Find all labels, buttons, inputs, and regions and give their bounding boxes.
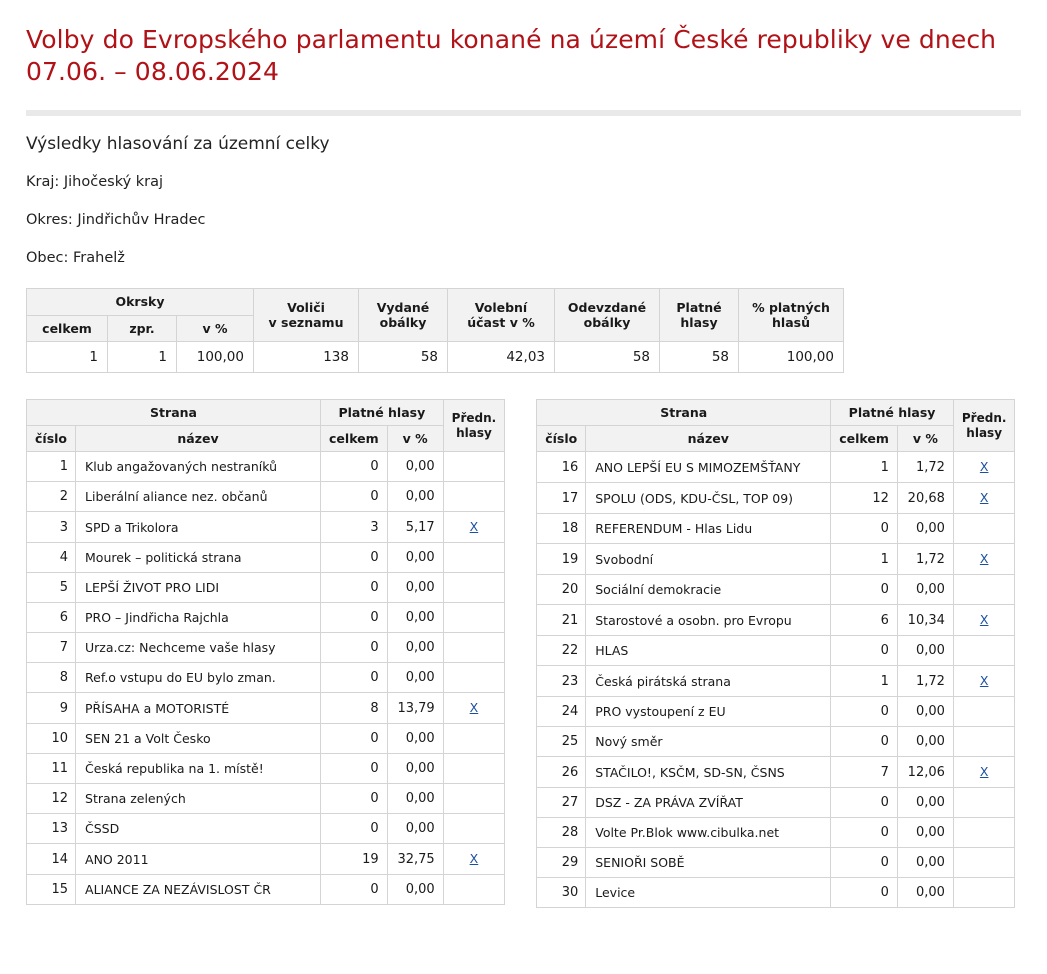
table-row [537, 666, 1015, 697]
table-row [27, 724, 505, 754]
party-preferential-cell [443, 512, 505, 543]
table-row [537, 788, 1015, 818]
party-votes-total: 0 [831, 514, 898, 544]
value-valid-votes: 58 [660, 342, 739, 373]
party-votes-percent: 10,34 [897, 605, 953, 636]
value-okrsky-percent: 100,00 [177, 342, 254, 373]
label-line-1: Odevzdané [567, 299, 647, 315]
table-row [537, 848, 1015, 878]
party-votes-percent: 0,00 [387, 754, 443, 784]
party-votes-percent: 0,00 [387, 663, 443, 693]
party-votes-total: 19 [321, 844, 388, 875]
party-name: Urza.cz: Nechceme vaše hlasy [76, 633, 321, 663]
value-voters: 138 [254, 342, 359, 373]
party-votes-total: 0 [321, 784, 388, 814]
party-votes-total: 0 [321, 573, 388, 603]
party-name: SPOLU (ODS, KDU-ČSL, TOP 09) [586, 483, 831, 514]
party-preferential-cell [953, 575, 1015, 605]
party-votes-total: 0 [831, 788, 898, 818]
party-name: ČSSD [76, 814, 321, 844]
party-number: 15 [27, 875, 76, 905]
party-votes-percent: 0,00 [897, 697, 953, 727]
party-preferential-cell [443, 784, 505, 814]
party-preferential-cell [443, 724, 505, 754]
party-votes-total: 0 [831, 727, 898, 757]
party-header-number: číslo [537, 426, 586, 452]
party-votes-percent: 1,72 [897, 544, 953, 575]
summary-header-okrsky: Okrsky [27, 289, 254, 316]
party-header-valid-votes: Platné hlasy [831, 400, 954, 426]
table-row [537, 818, 1015, 848]
party-votes-total: 0 [321, 603, 388, 633]
label-line-2: obálky [583, 315, 631, 331]
party-name: ANO LEPŠÍ EU S MIMOZEMŠŤANY [586, 452, 831, 483]
party-votes-percent: 0,00 [897, 848, 953, 878]
party-votes-total: 0 [831, 818, 898, 848]
preferential-votes-link[interactable]: X [469, 851, 479, 867]
party-name: SENIOŘI SOBĚ [586, 848, 831, 878]
party-preferential-cell [443, 543, 505, 573]
party-votes-total: 3 [321, 512, 388, 543]
party-number: 24 [537, 697, 586, 727]
table-row [537, 605, 1015, 636]
party-votes-percent: 0,00 [387, 724, 443, 754]
party-votes-percent: 0,00 [897, 514, 953, 544]
party-number: 30 [537, 878, 586, 908]
label-line-1: Vydané [376, 299, 430, 315]
party-name: Sociální demokracie [586, 575, 831, 605]
label-line-1: Voliči [287, 299, 325, 315]
party-number: 25 [537, 727, 586, 757]
label-line-1: % platných [752, 299, 830, 315]
table-row [27, 844, 505, 875]
party-preferential-cell [953, 666, 1015, 697]
party-preferential-cell [953, 636, 1015, 666]
party-votes-total: 0 [321, 663, 388, 693]
party-name: Liberální aliance nez. občanů [76, 482, 321, 512]
table-row [537, 575, 1015, 605]
party-header-preferential [443, 400, 505, 452]
table-row [537, 483, 1015, 514]
party-votes-total: 1 [831, 544, 898, 575]
party-votes-total: 0 [321, 814, 388, 844]
party-votes-percent: 5,17 [387, 512, 443, 543]
party-number: 9 [27, 693, 76, 724]
summary-header-valid-percent [739, 289, 844, 342]
party-preferential-cell [953, 544, 1015, 575]
party-rows-left [27, 452, 505, 905]
party-name: Nový směr [586, 727, 831, 757]
label-line-1: Předn. [961, 411, 1007, 426]
party-votes-total: 0 [831, 878, 898, 908]
party-preferential-cell [443, 844, 505, 875]
party-header-preferential [953, 400, 1015, 452]
party-number: 19 [537, 544, 586, 575]
party-votes-percent: 0,00 [387, 573, 443, 603]
district-line: Okres: Jindřichův Hradec [26, 212, 206, 228]
value-returned-envelopes: 58 [555, 342, 660, 373]
party-number: 18 [537, 514, 586, 544]
table-row [27, 573, 505, 603]
party-votes-total: 12 [831, 483, 898, 514]
party-votes-total: 8 [321, 693, 388, 724]
label-line-1: Volební [474, 299, 528, 315]
summary-header-okrsky-processed: zpr. [108, 315, 177, 342]
party-preferential-cell [953, 697, 1015, 727]
party-votes-percent: 32,75 [387, 844, 443, 875]
party-name: Česká pirátská strana [586, 666, 831, 697]
party-preferential-cell [443, 693, 505, 724]
party-number: 5 [27, 573, 76, 603]
party-preferential-cell [953, 878, 1015, 908]
party-votes-percent: 0,00 [387, 875, 443, 905]
party-votes-percent: 0,00 [387, 452, 443, 482]
party-results-table-right [536, 399, 1015, 908]
summary-header-okrsky-total: celkem [27, 315, 108, 342]
value-valid-percent: 100,00 [739, 342, 844, 373]
party-votes-percent: 0,00 [897, 727, 953, 757]
party-header-name: název [76, 426, 321, 452]
value-okrsky-processed: 1 [108, 342, 177, 373]
party-votes-total: 0 [321, 754, 388, 784]
table-row [537, 544, 1015, 575]
table-row [27, 603, 505, 633]
table-row [27, 663, 505, 693]
party-name: DSZ - ZA PRÁVA ZVÍŘAT [586, 788, 831, 818]
party-number: 2 [27, 482, 76, 512]
section-title: Výsledky hlasování za územní celky [26, 134, 330, 154]
party-header-valid-votes: Platné hlasy [321, 400, 444, 426]
table-row [537, 697, 1015, 727]
party-preferential-cell [443, 663, 505, 693]
table-row [27, 452, 505, 482]
table-row [537, 636, 1015, 666]
party-preferential-cell [443, 633, 505, 663]
party-preferential-cell [953, 483, 1015, 514]
party-number: 7 [27, 633, 76, 663]
value-turnout: 42,03 [448, 342, 555, 373]
table-row [27, 482, 505, 512]
party-preferential-cell [953, 514, 1015, 544]
party-preferential-cell [953, 818, 1015, 848]
party-preferential-cell [953, 757, 1015, 788]
party-header-strana: Strana [27, 400, 321, 426]
party-preferential-cell [443, 482, 505, 512]
label-line-2: v seznamu [268, 315, 344, 331]
party-preferential-cell [953, 605, 1015, 636]
table-row [537, 727, 1015, 757]
party-votes-percent: 0,00 [387, 633, 443, 663]
party-number: 22 [537, 636, 586, 666]
party-header-total: celkem [321, 426, 388, 452]
party-votes-percent: 0,00 [897, 878, 953, 908]
preferential-votes-link[interactable]: X [979, 612, 989, 628]
party-name: SEN 21 a Volt Česko [76, 724, 321, 754]
party-number: 17 [537, 483, 586, 514]
party-name: PŘÍSAHA a MOTORISTÉ [76, 693, 321, 724]
party-name: STAČILO!, KSČM, SD-SN, ČSNS [586, 757, 831, 788]
table-row [27, 342, 844, 373]
label-line-1: Platné [676, 299, 722, 315]
party-votes-percent: 1,72 [897, 452, 953, 483]
party-name: Klub angažovaných nestraníků [76, 452, 321, 482]
table-row [27, 693, 505, 724]
party-votes-percent: 0,00 [387, 603, 443, 633]
party-votes-percent: 0,00 [387, 543, 443, 573]
party-header-strana: Strana [537, 400, 831, 426]
summary-header-issued-envelopes [359, 289, 448, 342]
party-votes-percent: 0,00 [897, 636, 953, 666]
party-header-row-1 [537, 400, 1015, 426]
label-line-2: obálky [379, 315, 427, 331]
preferential-votes-link[interactable]: X [979, 459, 989, 475]
party-votes-percent: 12,06 [897, 757, 953, 788]
party-preferential-cell [953, 727, 1015, 757]
party-header-name: název [586, 426, 831, 452]
table-row [27, 633, 505, 663]
party-preferential-cell [443, 875, 505, 905]
label-line-2: účast v % [467, 315, 535, 331]
party-name: Mourek – politická strana [76, 543, 321, 573]
label-line-2: hlasy [456, 425, 492, 440]
preferential-votes-link[interactable]: X [979, 490, 989, 506]
party-name: SPD a Trikolora [76, 512, 321, 543]
page-title: Volby do Evropského parlamentu konané na území České republiky ve dnech 07.06. – 08.06.2024 [26, 25, 997, 86]
party-votes-total: 6 [831, 605, 898, 636]
party-name: Volte Pr.Blok www.cibulka.net [586, 818, 831, 848]
party-votes-percent: 0,00 [387, 482, 443, 512]
party-name: HLAS [586, 636, 831, 666]
party-name: Svobodní [586, 544, 831, 575]
party-votes-total: 0 [321, 482, 388, 512]
summary-header-row-1 [27, 289, 844, 316]
party-votes-percent: 1,72 [897, 666, 953, 697]
preferential-votes-link[interactable]: X [979, 551, 989, 567]
table-row [27, 784, 505, 814]
party-votes-total: 1 [831, 452, 898, 483]
party-number: 12 [27, 784, 76, 814]
party-header-total: celkem [831, 426, 898, 452]
party-name: PRO vystoupení z EU [586, 697, 831, 727]
party-rows-right [537, 452, 1015, 908]
summary-header-valid-votes [660, 289, 739, 342]
party-votes-total: 1 [831, 666, 898, 697]
party-number: 8 [27, 663, 76, 693]
party-number: 3 [27, 512, 76, 543]
party-votes-total: 0 [321, 543, 388, 573]
party-number: 4 [27, 543, 76, 573]
party-votes-total: 0 [321, 633, 388, 663]
summary-header-returned-envelopes [555, 289, 660, 342]
party-number: 11 [27, 754, 76, 784]
summary-header-turnout [448, 289, 555, 342]
party-votes-percent: 0,00 [897, 818, 953, 848]
table-row [537, 514, 1015, 544]
party-votes-percent: 20,68 [897, 483, 953, 514]
party-votes-percent: 0,00 [387, 784, 443, 814]
party-header-number: číslo [27, 426, 76, 452]
party-header-percent: v % [897, 426, 953, 452]
party-name: PRO – Jindřicha Rajchla [76, 603, 321, 633]
party-votes-total: 0 [321, 875, 388, 905]
value-issued-envelopes: 58 [359, 342, 448, 373]
party-results-container [26, 399, 1021, 908]
party-number: 20 [537, 575, 586, 605]
preferential-votes-link[interactable]: X [469, 519, 479, 535]
party-preferential-cell [443, 452, 505, 482]
party-votes-total: 0 [321, 724, 388, 754]
table-row [27, 543, 505, 573]
party-header-percent: v % [387, 426, 443, 452]
table-row [537, 878, 1015, 908]
label-line-2: hlasy [680, 315, 718, 331]
party-votes-total: 0 [831, 848, 898, 878]
party-name: Strana zelených [76, 784, 321, 814]
party-votes-percent: 0,00 [387, 814, 443, 844]
party-preferential-cell [443, 754, 505, 784]
party-number: 1 [27, 452, 76, 482]
party-number: 21 [537, 605, 586, 636]
party-name: Česká republika na 1. místě! [76, 754, 321, 784]
party-name: ANO 2011 [76, 844, 321, 875]
party-number: 26 [537, 757, 586, 788]
label-line-2: hlasy [966, 425, 1003, 440]
party-number: 28 [537, 818, 586, 848]
party-name: Levice [586, 878, 831, 908]
party-number: 14 [27, 844, 76, 875]
summary-header-voters [254, 289, 359, 342]
party-number: 10 [27, 724, 76, 754]
party-preferential-cell [443, 814, 505, 844]
party-number: 29 [537, 848, 586, 878]
municipality-line: Obec: Frahelž [26, 250, 125, 266]
party-name: ALIANCE ZA NEZÁVISLOST ČR [76, 875, 321, 905]
party-votes-percent: 13,79 [387, 693, 443, 724]
party-name: Ref.o vstupu do EU bylo zman. [76, 663, 321, 693]
party-votes-percent: 0,00 [897, 788, 953, 818]
party-preferential-cell [953, 788, 1015, 818]
party-number: 27 [537, 788, 586, 818]
preferential-votes-link[interactable]: X [979, 673, 989, 689]
table-row [537, 452, 1015, 483]
party-number: 16 [537, 452, 586, 483]
table-row [27, 814, 505, 844]
label-line-1: Předn. [451, 411, 497, 426]
party-votes-total: 0 [831, 697, 898, 727]
party-preferential-cell [443, 603, 505, 633]
turnout-summary-table [26, 288, 844, 373]
party-header-row-2 [537, 426, 1015, 452]
party-votes-total: 0 [831, 636, 898, 666]
preferential-votes-link[interactable]: X [469, 700, 479, 716]
party-votes-total: 7 [831, 757, 898, 788]
party-results-table-left [26, 399, 505, 905]
party-preferential-cell [953, 452, 1015, 483]
party-number: 13 [27, 814, 76, 844]
party-preferential-cell [443, 573, 505, 603]
preferential-votes-link[interactable]: X [979, 764, 989, 780]
table-row [27, 875, 505, 905]
party-number: 23 [537, 666, 586, 697]
party-votes-total: 0 [321, 452, 388, 482]
party-header-row-2 [27, 426, 505, 452]
party-name: Starostové a osobn. pro Evropu [586, 605, 831, 636]
party-votes-total: 0 [831, 575, 898, 605]
table-row [27, 512, 505, 543]
title-divider [26, 110, 1021, 116]
party-number: 6 [27, 603, 76, 633]
party-header-row-1 [27, 400, 505, 426]
party-name: LEPŠÍ ŽIVOT PRO LIDI [76, 573, 321, 603]
region-line: Kraj: Jihočeský kraj [26, 174, 164, 190]
label-line-2: hlasů [772, 315, 810, 331]
value-okrsky-total: 1 [27, 342, 108, 373]
party-name: REFERENDUM - Hlas Lidu [586, 514, 831, 544]
table-row [27, 754, 505, 784]
table-row [537, 757, 1015, 788]
party-preferential-cell [953, 848, 1015, 878]
summary-header-okrsky-percent: v % [177, 315, 254, 342]
party-votes-percent: 0,00 [897, 575, 953, 605]
